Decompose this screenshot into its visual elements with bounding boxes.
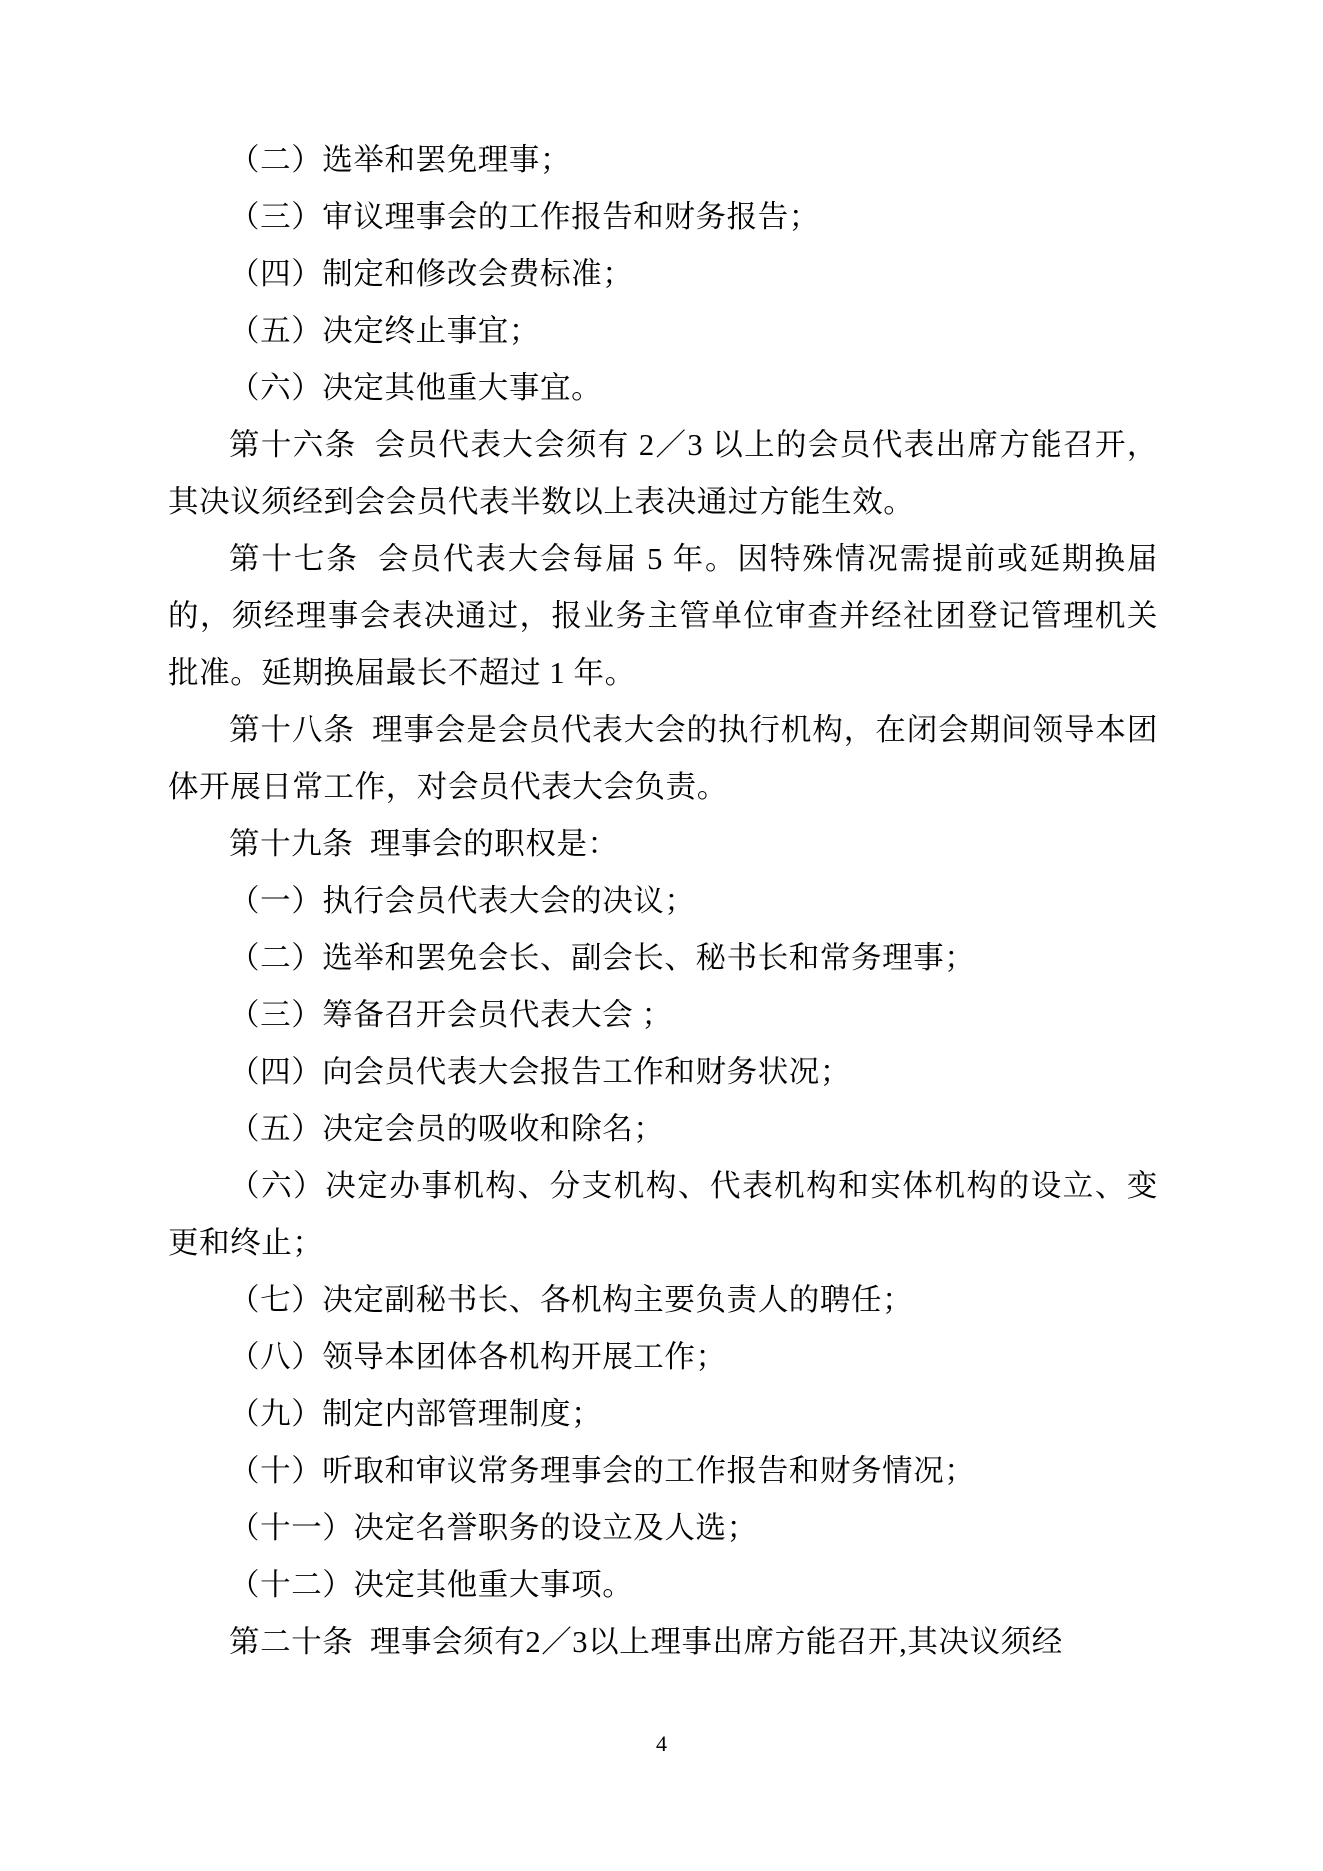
paragraph-item: （十二）决定其他重大事项。: [229, 1568, 634, 1602]
page-number: 4: [656, 1731, 667, 1756]
paragraph-article-19: 第十九条 理事会的职权是：: [229, 827, 619, 861]
paragraph-item: （二）选举和罢免会长、副会长、秘书长和常务理事；: [229, 941, 976, 975]
paragraph-item: （三）审议理事会的工作报告和财务报告；: [229, 200, 820, 234]
paragraph-item: （五）决定会员的吸收和除名；: [229, 1112, 665, 1146]
paragraph-item: （八）领导本团体各机构开展工作；: [229, 1340, 727, 1374]
paragraph-item: （三）筹备召开会员代表大会 ；: [229, 998, 673, 1032]
paragraph-item: （五）决定终止事宜；: [229, 314, 540, 348]
paragraph-item: （四）制定和修改会费标准；: [229, 257, 634, 291]
paragraph-article-16: 第十六条 会员代表大会须有 2／3 以上的会员代表出席方能召开，其决议须经到会会员代表半数以上表决通过方能生效。: [168, 428, 1158, 519]
paragraph-item: （四）向会员代表大会报告工作和财务状况；: [229, 1055, 851, 1089]
paragraph-article-20: 第二十条 理事会须有2／3以上理事出席方能召开,其决议须经: [229, 1625, 1063, 1659]
paragraph-item: （十一）决定名誉职务的设立及人选；: [229, 1511, 758, 1545]
paragraph-item: （十）听取和审议常务理事会的工作报告和财务情况；: [229, 1454, 976, 1488]
document-body: [168, 132, 1158, 1671]
paragraph-item: （一）执行会员代表大会的决议；: [229, 884, 696, 918]
paragraph-article-18: 第十八条 理事会是会员代表大会的执行机构，在闭会期间领导本团体开展日常工作，对会员代表大会负责。: [168, 713, 1158, 804]
paragraph-item: （七）决定副秘书长、各机构主要负责人的聘任；: [229, 1283, 914, 1317]
paragraph-item: （二）选举和罢免理事；: [229, 143, 572, 177]
paragraph-item: （九）制定内部管理制度；: [229, 1397, 603, 1431]
paragraph-item: （六）决定办事机构、分支机构、代表机构和实体机构的设立、变更和终止；: [168, 1169, 1158, 1260]
paragraph-item: （六）决定其他重大事宜。: [229, 371, 603, 405]
paragraph-article-17: 第十七条 会员代表大会每届 5 年。因特殊情况需提前或延期换届的，须经理事会表决通过，报业务主管单位审查并经社团登记管理机关批准。延期换届最长不超过 1 年。: [168, 542, 1158, 690]
